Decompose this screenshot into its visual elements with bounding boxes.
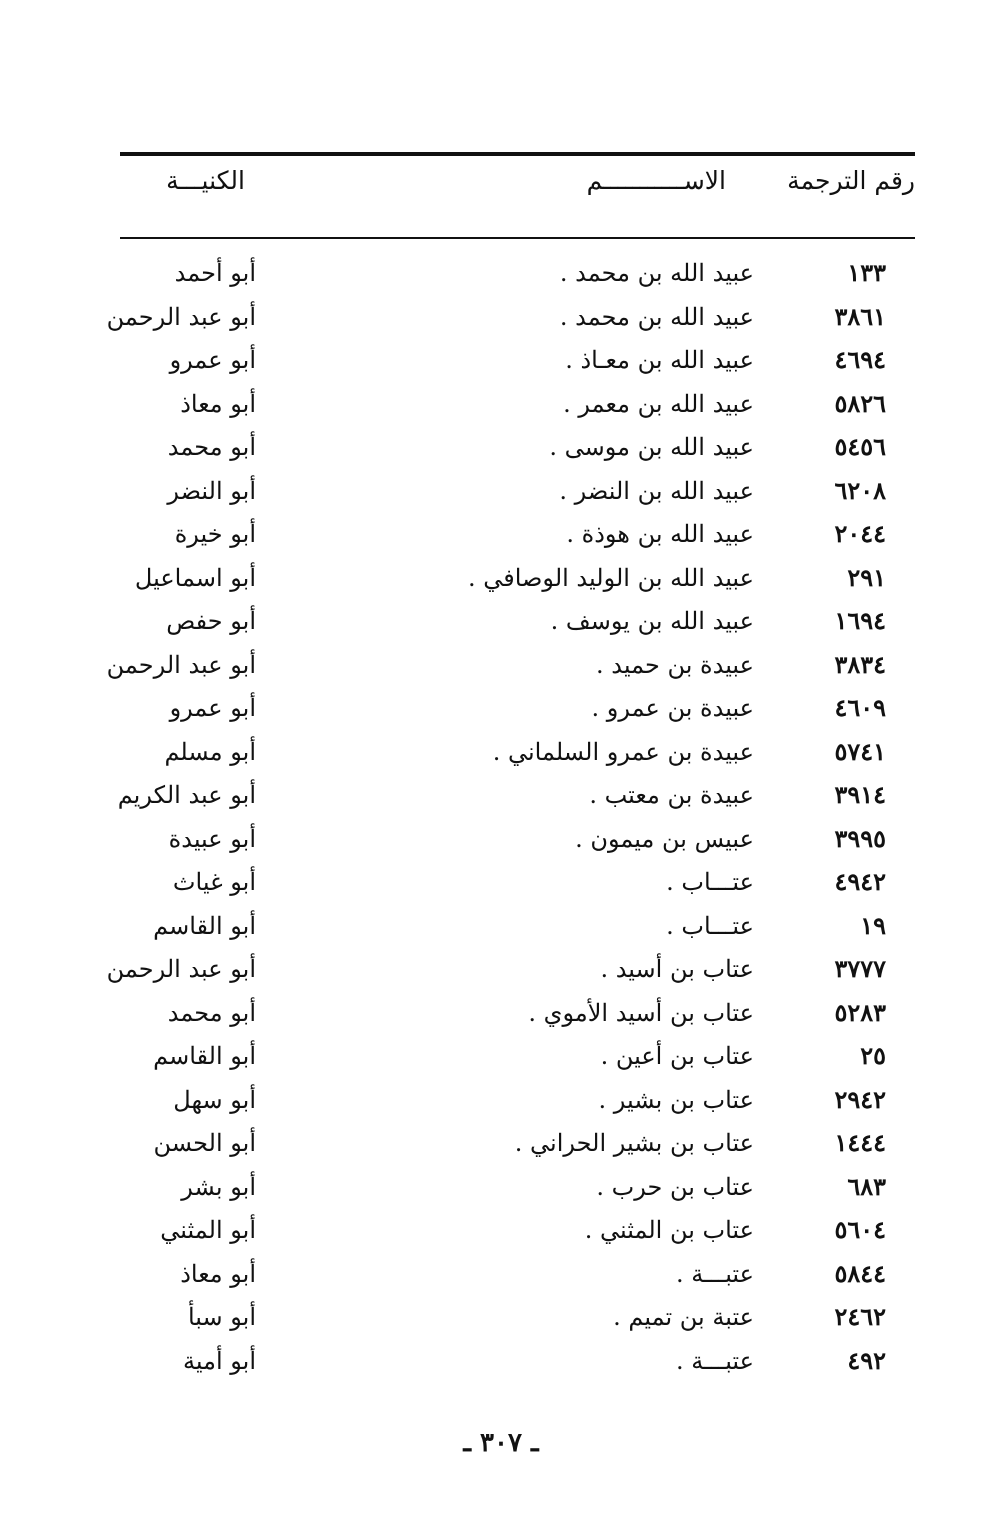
table-row xyxy=(0,1125,1002,1169)
entry-name: عبيدة بن عمرو السلماني . xyxy=(492,737,754,766)
table-row xyxy=(0,342,1002,386)
entry-number: ٣٩٩٥ xyxy=(834,823,886,853)
table-row xyxy=(0,516,1002,560)
entry-kunya: أبو مسلم xyxy=(164,737,256,766)
entry-number: ٥٨٢٦ xyxy=(834,388,886,418)
entry-number: ٢٠٤٤ xyxy=(834,519,886,548)
entry-number: ٦٢٠٨ xyxy=(834,475,886,505)
table-row xyxy=(0,821,1002,865)
table-row xyxy=(0,995,1002,1039)
entry-name: عبيد الله بن هوذة . xyxy=(566,520,754,548)
table-header xyxy=(0,166,1002,216)
entry-number: ٤٦٠٩ xyxy=(834,693,886,722)
entry-kunya: أبو عبيدة xyxy=(168,824,256,853)
entries-table xyxy=(0,255,1002,1386)
entry-kunya: أبو محمد xyxy=(167,433,256,461)
table-row xyxy=(0,908,1002,952)
entry-number: ٥٢٨٣ xyxy=(834,997,886,1027)
table-row xyxy=(0,1256,1002,1300)
entry-kunya: أبو أمية xyxy=(182,1346,256,1375)
entry-kunya: أبو محمد xyxy=(167,998,256,1027)
entry-name: عتبـــة . xyxy=(675,1346,754,1375)
table-row xyxy=(0,951,1002,995)
entry-kunya: أبو الحسن xyxy=(153,1129,256,1157)
entry-kunya: أبو القاسم xyxy=(153,911,256,940)
entry-kunya: أبو بشر xyxy=(181,1172,256,1201)
entry-name: عبيدة بن معتب . xyxy=(589,781,754,809)
header-rule xyxy=(120,237,915,239)
table-row xyxy=(0,647,1002,691)
table-row xyxy=(0,1082,1002,1126)
entry-number: ١٣٣ xyxy=(847,258,886,287)
entry-kunya: أبو اسماعيل xyxy=(134,563,256,592)
entry-kunya: أبو معاذ xyxy=(180,389,256,418)
entry-name: عبيدة بن حميد . xyxy=(596,650,754,679)
entry-number: ٢٩٤٢ xyxy=(834,1084,886,1114)
entry-name: عتاب بن بشير . xyxy=(598,1085,754,1114)
entry-number: ٢٤٦٢ xyxy=(834,1302,886,1331)
entry-number: ٢٥ xyxy=(860,1041,886,1070)
entry-number: ٥٧٤١ xyxy=(834,736,886,766)
entry-kunya: أبو عبد الرحمن xyxy=(106,302,256,331)
entry-kunya: أبو حفص xyxy=(166,607,256,635)
entry-kunya: أبو القاسم xyxy=(153,1042,256,1070)
table-row xyxy=(0,1038,1002,1082)
entry-name: عتبـــة . xyxy=(675,1259,754,1288)
table-row xyxy=(0,429,1002,473)
entry-name: عبيدة بن عمرو . xyxy=(591,694,754,722)
entry-number: ١٦٩٤ xyxy=(834,606,886,635)
table-row xyxy=(0,734,1002,778)
table-row xyxy=(0,386,1002,430)
entry-number: ١٩ xyxy=(860,910,886,940)
entry-name: عتاب بن المثني . xyxy=(584,1216,754,1244)
entry-name: عبيد الله بن محمد . xyxy=(559,259,754,287)
entry-number: ٤٦٩٤ xyxy=(834,345,886,374)
entry-name: عبيد الله بن يوسف . xyxy=(550,607,754,635)
entry-name: عبيد الله بن موسى . xyxy=(549,433,754,461)
entry-kunya: أبو عمرو xyxy=(169,346,256,374)
header-number-label: رقم الترجمة xyxy=(787,166,915,195)
table-row xyxy=(0,560,1002,604)
entry-kunya: أبو أحمد xyxy=(174,259,256,287)
entry-kunya: أبو خيرة xyxy=(174,520,256,548)
entry-kunya: أبو المثني xyxy=(160,1216,256,1244)
entry-number: ٥٨٤٤ xyxy=(834,1258,886,1288)
entry-number: ٦٨٣ xyxy=(847,1171,886,1201)
entry-name: عبيد الله بن الوليد الوصافي . xyxy=(468,563,754,592)
header-kunya-label: الكنيـــة xyxy=(166,166,245,195)
table-row xyxy=(0,299,1002,343)
entry-kunya: أبو غياث xyxy=(172,868,256,896)
entry-number: ٤٩٢ xyxy=(847,1345,886,1375)
entry-name: عتبة بن تميم . xyxy=(613,1303,754,1331)
entry-number: ١٤٤٤ xyxy=(834,1128,886,1157)
entry-name: عبيد الله بن محمد . xyxy=(559,302,754,331)
entry-kunya: أبو سهل xyxy=(173,1085,256,1114)
table-row xyxy=(0,1169,1002,1213)
header-name-label: الاســـــــــــم xyxy=(586,166,726,195)
entry-kunya: أبو عمرو xyxy=(169,694,256,722)
entry-number: ٢٩١ xyxy=(847,562,886,592)
entry-number: ٣٨٦١ xyxy=(834,301,886,331)
page-number: ـ ٣٠٧ ـ xyxy=(463,1428,539,1458)
table-row xyxy=(0,690,1002,734)
entry-name: عبيد الله بن النضر . xyxy=(559,476,754,505)
entry-name: عتـــاب . xyxy=(666,911,754,940)
table-row xyxy=(0,864,1002,908)
entry-name: عتاب بن أسيد الأموي . xyxy=(528,998,754,1027)
entry-number: ٣٧٧٧ xyxy=(834,954,886,983)
entry-number: ٣٩١٤ xyxy=(834,780,886,809)
entry-number: ٤٩٤٢ xyxy=(834,867,886,896)
entry-name: عتاب بن أسيد . xyxy=(600,955,754,983)
entry-name: عبيس بن ميمون . xyxy=(575,824,754,853)
table-row xyxy=(0,777,1002,821)
entry-number: ٥٤٥٦ xyxy=(834,432,886,461)
table-row xyxy=(0,255,1002,299)
entry-kunya: أبو عبد الرحمن xyxy=(106,955,256,983)
table-row xyxy=(0,1299,1002,1343)
entry-kunya: أبو عبد الكريم xyxy=(117,781,256,809)
entry-name: عتاب بن حرب . xyxy=(596,1172,754,1201)
table-row xyxy=(0,603,1002,647)
entry-kunya: أبو معاذ xyxy=(180,1259,256,1288)
entry-name: عتـــاب . xyxy=(666,868,754,896)
entry-name: عبيد الله بن معـاذ . xyxy=(565,346,754,374)
table-row xyxy=(0,473,1002,517)
entry-name: عبيد الله بن معمر . xyxy=(563,389,754,418)
entry-kunya: أبو سبأ xyxy=(187,1303,256,1331)
entry-kunya: أبو عبد الرحمن xyxy=(106,650,256,679)
entry-number: ٥٦٠٤ xyxy=(834,1215,886,1244)
table-row xyxy=(0,1212,1002,1256)
entry-number: ٣٨٣٤ xyxy=(834,649,886,679)
entry-kunya: أبو النضر xyxy=(167,476,256,505)
entry-name: عتاب بن بشير الحراني . xyxy=(514,1129,754,1157)
top-rule xyxy=(120,152,915,156)
entry-name: عتاب بن أعين . xyxy=(600,1042,754,1070)
table-row xyxy=(0,1343,1002,1387)
